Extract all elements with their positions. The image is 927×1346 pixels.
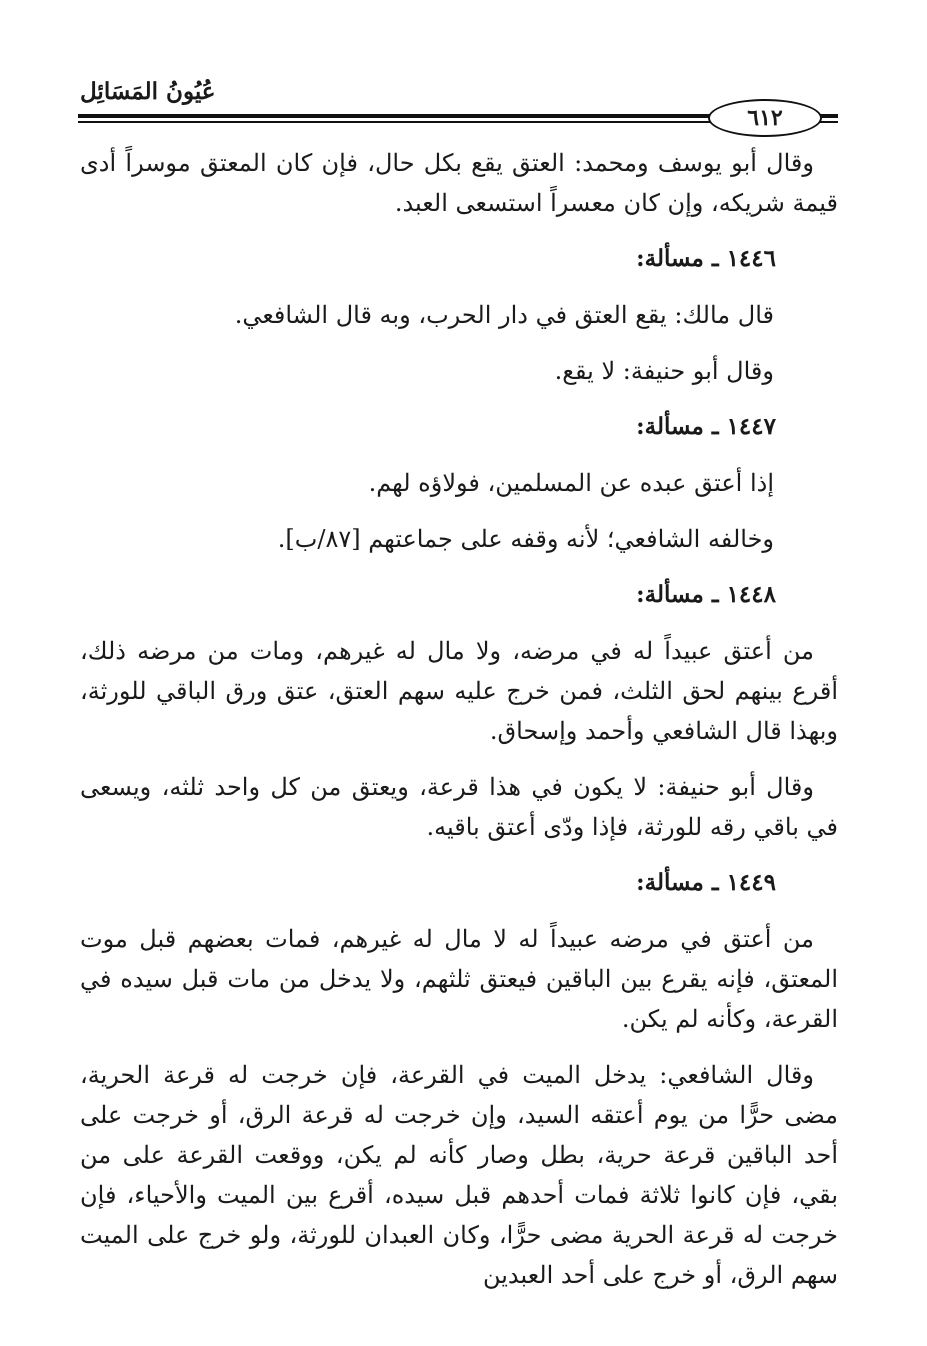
- running-header-title: عُيُونُ المَسَائِل: [80, 78, 216, 105]
- paragraph: وقال الشافعي: يدخل الميت في القرعة، فإن خرجت له قرعة الحرية، مضى حرًّا من يوم أعتقه السيد، وإن خرجت له قرعة الرق، أو خرجت على أحد الباقين قرعة حرية، بطل وصار كأنه لم يكن، ووقعت القرعة على من بقي، فإن كانوا ثلاثة فمات أحدهم قبل سيده، أقرع بين الميت والأحياء، فإن خرجت له قرعة الحرية مضى حرًّا، وكان العبدان للورثة، ولو خرج على الميت سهم الرق، أو خرج على أحد العبدين: [80, 1061, 838, 1289]
- issue-heading: ١٤٤٧ ـ مسألة:: [636, 413, 776, 440]
- page-number: ٦١٢: [708, 99, 822, 137]
- paragraph: إذا أعتق عبده عن المسلمين، فولاؤه لهم.: [368, 469, 774, 497]
- header-rule-thin: [78, 121, 728, 123]
- issue-heading: ١٤٤٦ ـ مسألة:: [636, 245, 776, 272]
- paragraph: وقال أبو حنيفة: لا يكون في هذا قرعة، ويعتق من كل واحد ثلثه، ويسعى في باقي رقه للورثة، فإذا ودّى أعتق باقيه.: [80, 773, 838, 841]
- paragraph: من أعتق عبيداً له في مرضه، ولا مال له غيرهم، ومات من مرضه ذلك، أقرع بينهم لحق الثلث، فمن خرج عليه سهم العتق، عتق ورق الباقي للورثة، وبهذا قال الشافعي وأحمد وإسحاق.: [80, 637, 838, 745]
- paragraph: وقال أبو حنيفة: لا يقع.: [554, 357, 774, 385]
- paragraph: وخالفه الشافعي؛ لأنه وقفه على جماعتهم [٨٧/ب].: [277, 525, 774, 553]
- paragraph: من أعتق في مرضه عبيداً له لا مال له غيرهم، فمات بعضهم قبل موت المعتق، فإنه يقرع بين الباقين فيعتق ثلثهم، ولا يدخل من مات قبل سيده في القرعة، وكأنه لم يكن.: [80, 925, 838, 1033]
- header-rule-thick: [78, 114, 728, 118]
- paragraph: وقال أبو يوسف ومحمد: العتق يقع بكل حال، فإن كان المعتق موسراً أدى قيمة شريكه، وإن كان معسراً استسعى العبد.: [80, 149, 838, 217]
- paragraph: قال مالك: يقع العتق في دار الحرب، وبه قال الشافعي.: [234, 301, 774, 329]
- page-body: [80, 143, 838, 1311]
- issue-heading: ١٤٤٩ ـ مسألة:: [636, 869, 776, 896]
- issue-heading: ١٤٤٨ ـ مسألة:: [636, 581, 776, 608]
